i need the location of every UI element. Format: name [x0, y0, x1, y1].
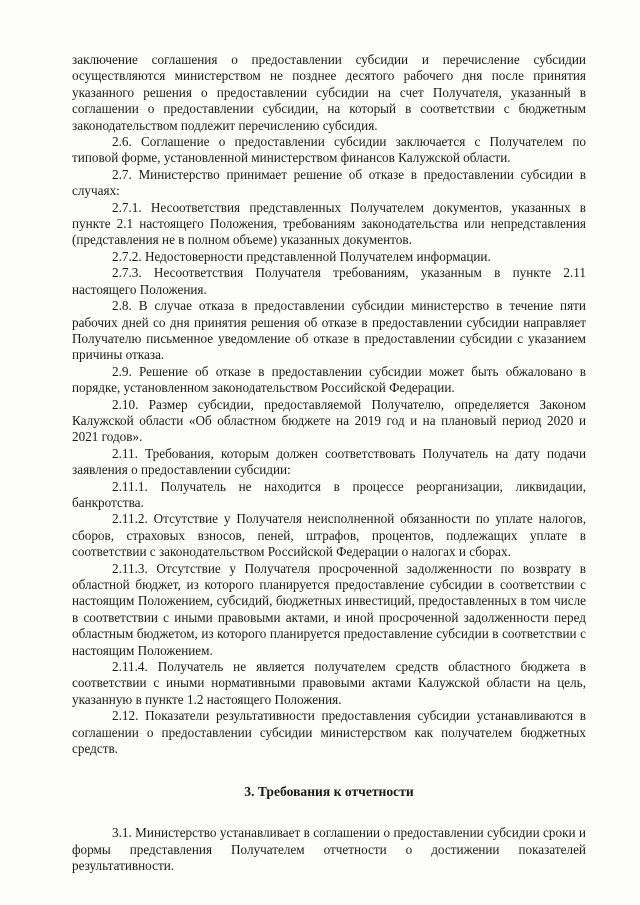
paragraph-2-8: 2.8. В случае отказа в предоставлении субсидии министерство в течение пяти рабочих дней со дня принятия решения об отказе в предоставлении субсидии направляет Получателю письменное уведомление об отказе в предоставлении субсидии с указанием причины отказа.: [72, 298, 586, 363]
paragraph-2-11-1: 2.11.1. Получатель не находится в процессе реорганизации, ликвидации, банкротства.: [72, 478, 586, 510]
paragraph-2-11-3: 2.11.3. Отсутствие у Получателя просроченной задолженности по возврату в областной бюджет, из которого планируется предоставление субсидии в соответствии с настоящим Положением, субсидий, бюджетных инвестиций, предоставленных в том числе в соответствии с иными правовыми актами, и иной просроченной задолженности перед областным бюджетом, из которого планируется предоставление субсидии в соответствии с настоящим Положением.: [72, 560, 586, 658]
paragraph-2-11-4: 2.11.4. Получатель не является получателем средств областного бюджета в соответствии с иными нормативными правовыми актами Калужской области на цель, указанную в пункте 1.2 настоящего Положения.: [72, 659, 586, 707]
paragraph-2-9: 2.9. Решение об отказе в предоставлении субсидии может быть обжаловано в порядке, установленном законодательством Российской Федерации.: [72, 363, 586, 396]
paragraph-2-7-2: 2.7.2. Недостоверности представленной Получателем информации.: [112, 248, 491, 264]
paragraph-2-10: 2.10. Размер субсидии, предоставляемой Получателю, определяется Законом Калужской области «Об областном бюджете на 2019 год и на плановый период 2020 и 2021 годов».: [72, 396, 586, 445]
paragraph-3-1: 3.1. Министерство устанавливает в соглашении о предоставлении субсидии сроки и формы представления Получателем отчетности о достижении показателей результативности.: [72, 825, 586, 874]
paragraph-2-7-1: 2.7.1. Несоответствия представленных Получателем документов, указанных в пункте 2.1 настоящего Положения, требованиям законодательства или непредставления (представления не в полном объеме) указанных документов.: [72, 199, 586, 248]
paragraph-2-7-3: 2.7.3. Несоответствия Получателя требованиям, указанным в пункте 2.11 настоящего Положения.: [72, 265, 586, 297]
paragraph-2-11-2: 2.11.2. Отсутствие у Получателя неисполненной обязанности по уплате налогов, сборов, страховых взносов, пеней, штрафов, процентов, подлежащих уплате в соответствии с законодательством Российской Федерации о налогах и сборах.: [72, 511, 586, 560]
paragraph-continuation: заключение соглашения о предоставлении субсидии и перечисление субсидии осуществляются министерством не позднее десятого рабочего дня после принятия указанного решения о предоставлении субсидии на счет Получателя, указанный в соглашении о предоставлении субсидии, на который в соответствии с бюджетным законодательством подлежит перечислению субсидия.: [72, 52, 586, 133]
paragraph-2-11: 2.11. Требования, которым должен соответствовать Получатель на дату подачи заявления о предоставлении субсидии:: [72, 445, 586, 478]
paragraph-2-7: 2.7. Министерство принимает решение об отказе в предоставлении субсидии в случаях:: [72, 166, 586, 199]
paragraph-2-6: 2.6. Соглашение о предоставлении субсидии заключается с Получателем по типовой форме, установленной министерством финансов Калужской области.: [72, 134, 586, 166]
section-heading: 3. Требования к отчетности: [244, 784, 414, 800]
paragraph-2-12: 2.12. Показатели результативности предоставления субсидии устанавливаются в соглашении о предоставлении субсидии министерством как получателем бюджетных средств.: [72, 708, 586, 757]
